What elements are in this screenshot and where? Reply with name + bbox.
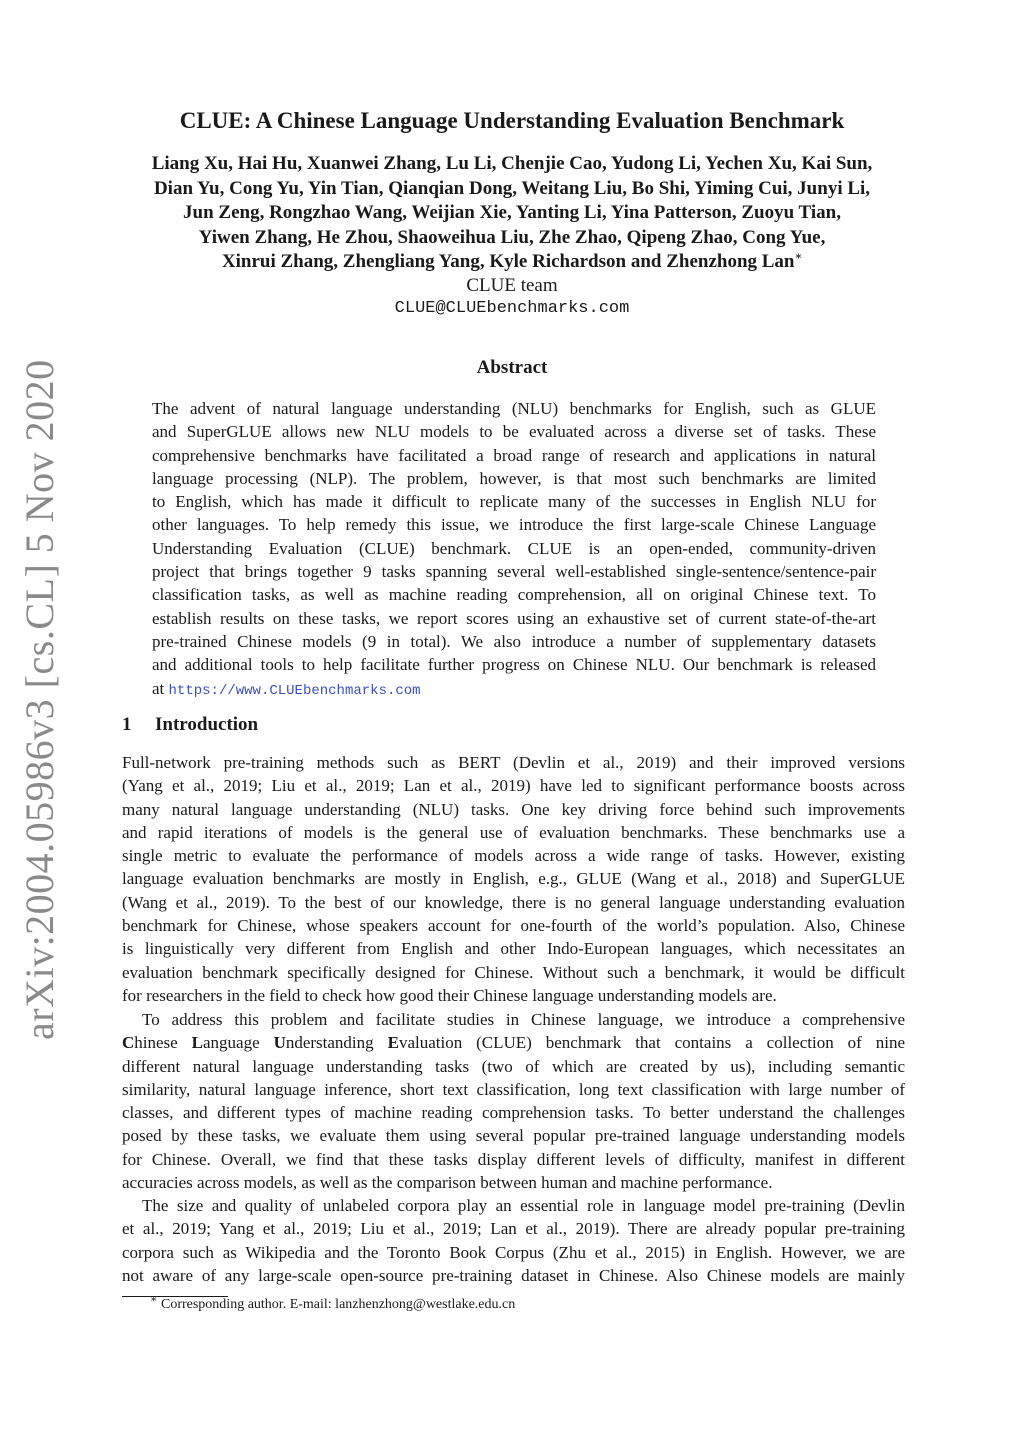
abstract-line	[152, 677, 876, 703]
acronym-letter-e: E	[387, 1033, 399, 1053]
author-line: Jun Zeng, Rongzhao Wang, Weijian Xie, Yanting Li, Yina Patterson, Zuoyu Tian,	[183, 202, 841, 223]
body-line: is linguistically very different from English and other Indo-European languages, which necessitates an	[122, 939, 905, 959]
acronym-word: hinese	[134, 1033, 192, 1053]
body-line: classes, and different types of machine reading comprehension tasks. To better understand the challenges	[122, 1103, 905, 1123]
abstract-line: pre-trained Chinese models (9 in total). We also introduce a number of supplementary datasets	[152, 631, 876, 651]
body-line: many natural language understanding (NLU) tasks. One key driving force behind such improvements	[122, 799, 905, 819]
body-line: The size and quality of unlabeled corpora play an essential role in language model pre-training (Devlin	[142, 1196, 905, 1215]
acronym-letter-l: L	[191, 1033, 203, 1053]
body-line: for researchers in the field to check how good their Chinese language understanding models are.	[122, 985, 777, 1005]
abstract-line: Understanding Evaluation (CLUE) benchmark. CLUE is an open-ended, community-driven	[152, 538, 876, 558]
acronym-letter-c: C	[122, 1033, 135, 1053]
footnote-text: Corresponding author. E-mail: lanzhenzhong@westlake.edu.cn	[160, 1297, 516, 1312]
body-line: and rapid iterations of models is the general use of evaluation benchmarks. These benchmarks use a	[122, 822, 905, 842]
body-line: To address this problem and facilitate studies in Chinese language, we introduce a comprehensive	[142, 1010, 905, 1029]
abstract-line: and additional tools to help facilitate further progress on Chinese NLU. Our benchmark is released	[152, 655, 876, 675]
abstract-line: and SuperGLUE allows new NLU models to be evaluated across a diverse set of tasks. These	[152, 422, 876, 442]
body-line: (Wang et al., 2019). To the best of our knowledge, there is no general language understanding evaluation	[122, 892, 905, 912]
abstract-line: other languages. To help remedy this issue, we introduce the first large-scale Chinese Language	[152, 515, 876, 535]
acronym-word: anguage	[202, 1033, 274, 1053]
acronym-letter-u: U	[273, 1033, 286, 1053]
corresponding-author-mark: ∗	[794, 250, 803, 263]
body-line: language evaluation benchmarks are mostly in English, e.g., GLUE (Wang et al., 2018) and SuperGLUE	[122, 869, 905, 889]
body-line: Full-network pre-training methods such as BERT (Devlin et al., 2019) and their improved versions	[122, 753, 905, 772]
body-line: benchmark for Chinese, whose speakers account for one-fourth of the world’s population. Also, Chinese	[122, 916, 905, 936]
abstract-url-prefix: at	[152, 678, 165, 698]
body-line: posed by these tasks, we evaluate them using several popular pre-trained language understanding models	[122, 1126, 905, 1146]
abstract-line: The advent of natural language understanding (NLU) benchmarks for English, such as GLUE	[152, 399, 876, 418]
contact-email: CLUE@CLUEbenchmarks.com	[394, 299, 630, 318]
section-heading-introduction	[122, 714, 258, 736]
abstract-line: to English, which has made it difficult to replicate many of the successes in English NLU for	[152, 492, 876, 512]
author-line: Liang Xu, Hai Hu, Xuanwei Zhang, Lu Li, Chenjie Cao, Yudong Li, Yechen Xu, Kai Sun,	[151, 153, 873, 174]
author-line	[110, 250, 914, 275]
abstract-line: classification tasks, as well as machine reading comprehension, all on original Chinese text. To	[152, 585, 876, 605]
author-line: Dian Yu, Cong Yu, Yin Tian, Qianqian Dong, Weitang Liu, Bo Shi, Yiming Cui, Junyi Li,	[153, 177, 871, 199]
paper-title: CLUE: A Chinese Language Understanding Evaluation Benchmark	[179, 108, 845, 133]
arxiv-identifier-stamp: arXiv:2004.05986v3 [cs.CL] 5 Nov 2020	[17, 359, 62, 1040]
body-line: single metric to evaluate the performance of models across a wide range of tasks. However, existing	[122, 846, 905, 866]
body-line: corpora such as Wikipedia and the Toronto Book Corpus (Zhu et al., 2015) in English. However, we are	[122, 1242, 905, 1262]
body-line: similarity, natural language inference, short text classification, long text classification with large number of	[122, 1079, 905, 1099]
abstract-body	[152, 397, 876, 703]
acronym-word: valuation (CLUE) benchmark that contains a collection of nine	[398, 1033, 905, 1053]
abstract-line: language processing (NLP). The problem, however, is that most such benchmarks are limited	[152, 468, 876, 488]
intro-paragraph-3	[122, 1194, 905, 1287]
affiliation: CLUE team	[466, 275, 558, 296]
section-title: Introduction	[155, 714, 259, 735]
body-line: not aware of any large-scale open-source pre-training dataset in Chinese. Also Chinese models are mainly	[122, 1265, 905, 1285]
body-line: et al., 2019; Yang et al., 2019; Liu et al., 2019; Lan et al., 2019). There are already popular pre-training	[122, 1219, 905, 1239]
body-line: (Yang et al., 2019; Liu et al., 2019; Lan et al., 2019) have led to significant performance boosts across	[122, 776, 905, 796]
abstract-line: project that brings together 9 tasks spanning several well-established single-sentence/sentence-pair	[152, 562, 876, 582]
clue-acronym-line	[122, 1031, 905, 1054]
footnote-mark: ∗	[150, 1293, 158, 1306]
author-list	[110, 152, 914, 275]
intro-paragraph-2	[122, 1008, 905, 1194]
body-line: accuracies across models, as well as the comparison between human and machine performance.	[122, 1173, 773, 1193]
section-number: 1	[122, 714, 132, 735]
body-line: for Chinese. Overall, we find that these tasks display different levels of difficulty, manifest in different	[122, 1149, 905, 1169]
abstract-line: comprehensive benchmarks have facilitated a broad range of research and applications in natural	[152, 445, 876, 465]
body-line: different natural language understanding tasks (two of which are created by us), including semantic	[122, 1056, 905, 1076]
abstract-line: establish results on these tasks, we report scores using an exhaustive set of current state-of-the-art	[152, 608, 876, 628]
acronym-word: nderstanding	[285, 1033, 388, 1053]
author-line: Yiwen Zhang, He Zhou, Shaoweihua Liu, Zhe Zhao, Qipeng Zhao, Cong Yue,	[198, 226, 826, 248]
body-line: evaluation benchmark specifically designed for Chinese. Without such a benchmark, it would be difficult	[122, 962, 905, 982]
author-line-text: Xinrui Zhang, Zhengliang Yang, Kyle Richardson and Zhenzhong Lan	[221, 251, 795, 272]
footnote	[150, 1293, 516, 1313]
intro-paragraph-1	[122, 751, 905, 1007]
abstract-heading: Abstract	[476, 357, 548, 378]
benchmark-url-link[interactable]: https://www.CLUEbenchmarks.com	[168, 682, 421, 699]
